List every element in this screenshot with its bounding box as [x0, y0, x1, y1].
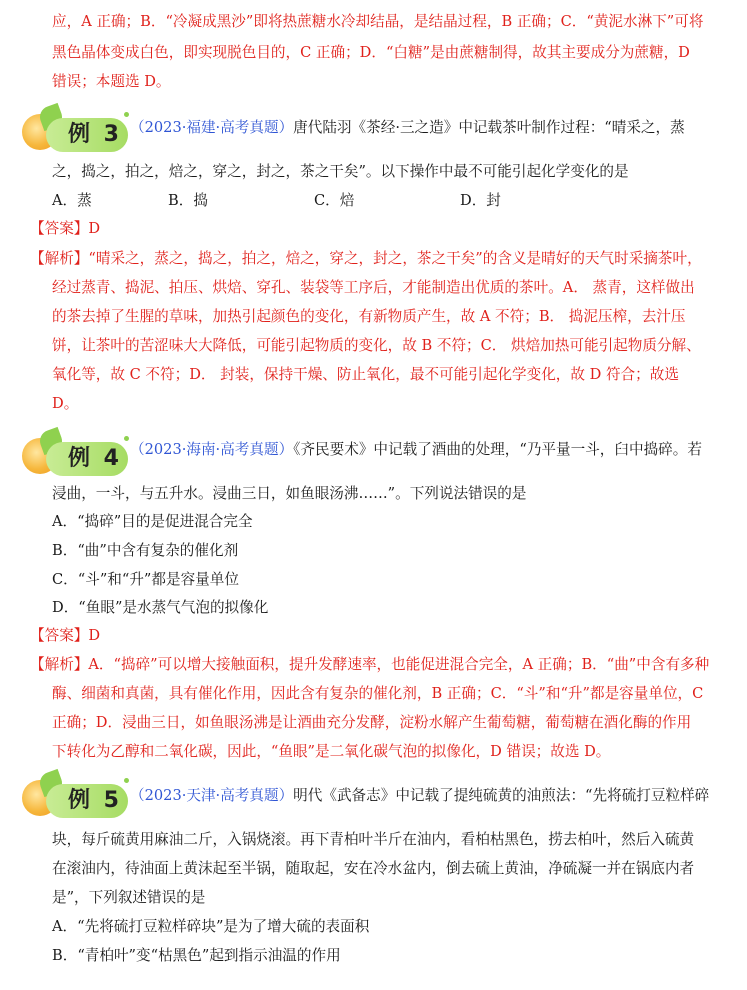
example-badge	[12, 770, 130, 826]
example-label: 例 3	[68, 122, 122, 147]
question-first-line	[130, 440, 702, 460]
question-first-line	[130, 786, 709, 806]
option-d: D．“鱼眼”是水蒸气气泡的拟像化	[52, 599, 269, 616]
example-label: 例 4	[68, 446, 122, 471]
analysis-line: 应，A 正确；B．“冷凝成黑沙”即将热蔗糖水冷却结晶，是结晶过程，B 正确；C．“黄泥水淋下”可将	[52, 13, 704, 30]
analysis-line: 经过蒸青、捣泥、拍压、烘焙、穿孔、装袋等工序后，才能制造出优质的茶叶。A． 蒸青，这样做出	[52, 279, 695, 296]
question-source: （2023·福建·高考真题）	[130, 119, 294, 136]
question-text: 块，每斤硫黄用麻油二斤，入锅烧滚。再下青柏叶半斤在油内，看柏枯黑色，捞去柏叶，然后入硫黄	[52, 831, 695, 848]
answer-value: D	[88, 220, 101, 237]
example-badge	[12, 428, 130, 484]
option-c: C．“斗”和“升”都是容量单位	[52, 571, 239, 588]
analysis-tag: 【解析】	[30, 656, 89, 673]
analysis-line: 的茶去掉了生腥的草味，加热引起颜色的变化，有新物质产生，故 A 不符；B． 捣泥压榨，去汁压	[52, 308, 686, 325]
question-source: （2023·天津·高考真题）	[130, 787, 294, 804]
sparkle-icon	[124, 436, 129, 441]
answer-value: D	[88, 627, 101, 644]
analysis-line: “晴采之，蒸之，捣之，拍之，焙之，穿之，封之，茶之干矣”的含义是晴好的天气时采摘茶叶，	[88, 250, 702, 267]
option-a: A．“先将硫打豆粒样碎块”是为了增大硫的表面积	[52, 918, 370, 935]
example-label: 例 5	[68, 788, 122, 813]
analysis-tag: 【解析】	[30, 250, 89, 267]
question-text: 明代《武备志》中记载了提纯硫黄的油煎法：“先将硫打豆粒样碎	[293, 787, 710, 804]
option-b: B．“青柏叶”变“枯黑色”起到指示油温的作用	[52, 947, 341, 964]
option-a: A．蒸	[52, 192, 92, 209]
option-b: B．“曲”中含有复杂的催化剂	[52, 542, 239, 559]
analysis-line: 酶、细菌和真菌，具有催化作用，因此含有复杂的催化剂，B 正确；C．“斗”和“升”都是容量单位，C	[52, 685, 704, 702]
answer-tag: 【答案】	[30, 220, 89, 237]
question-text: 《齐民要术》中记载了酒曲的处理，“乃平量一斗，臼中捣碎。若	[293, 441, 702, 458]
analysis-line: D。	[52, 395, 79, 412]
question-text: 在滚油内，待油面上黄沫起至半锅，随取起，安在冷水盆内，倒去硫上黄油，净硫凝一并在锅底内者	[52, 860, 695, 877]
question-text: 之，捣之，拍之，焙之，穿之，封之，茶之干矣”。以下操作中最不可能引起化学变化的是	[52, 163, 629, 180]
example-badge	[12, 104, 130, 160]
sparkle-icon	[124, 112, 129, 117]
analysis-line: A．“捣碎”可以增大接触面积，提升发酵速率，也能促进混合完全，A 正确；B．“曲”中含有多种	[88, 656, 710, 673]
question-text: 浸曲，一斗，与五升水。浸曲三日，如鱼眼汤沸……”。下列说法错误的是	[52, 485, 527, 502]
answer	[30, 219, 100, 239]
question-text: 唐代陆羽《茶经·三之造》中记载茶叶制作过程：“晴采之，蒸	[293, 119, 685, 136]
analysis-line: 下转化为乙醇和二氧化碳，因此，“鱼眼”是二氧化碳气泡的拟像化，D 错误；故选 D。	[52, 743, 611, 760]
analysis-line: 氧化等，故 C 不符；D． 封装，保持干燥、防止氧化，最不可能引起化学变化，故 D 符合；故选	[52, 366, 679, 383]
question-text: 是”，下列叙述错误的是	[52, 889, 206, 906]
question-source: （2023·海南·高考真题）	[130, 441, 294, 458]
option-b: B．捣	[168, 192, 208, 209]
option-c: C．焙	[314, 192, 355, 209]
sparkle-icon	[124, 778, 129, 783]
answer	[30, 626, 100, 646]
analysis-line: 正确；D．浸曲三日，如鱼眼汤沸是让酒曲充分发酵，淀粉水解产生葡萄糖，葡萄糖在酒化酶的作用	[52, 714, 692, 731]
answer-tag: 【答案】	[30, 627, 89, 644]
analysis-first-line	[30, 655, 709, 675]
question-first-line	[130, 118, 685, 138]
analysis-line: 错误；本题选 D。	[52, 73, 171, 90]
analysis-first-line	[30, 249, 702, 269]
option-a: A．“捣碎”目的是促进混合完全	[52, 513, 253, 530]
option-d: D．封	[460, 192, 501, 209]
analysis-line: 饼，让茶叶的苦涩味大大降低，可能引起物质的变化，故 B 不符；C． 烘焙加热可能引起物质分解、	[52, 337, 701, 354]
analysis-line: 黑色晶体变成白色，即实现脱色目的，C 正确；D．“白糖”是由蔗糖制得，故其主要成分为蔗糖，D	[52, 44, 690, 61]
